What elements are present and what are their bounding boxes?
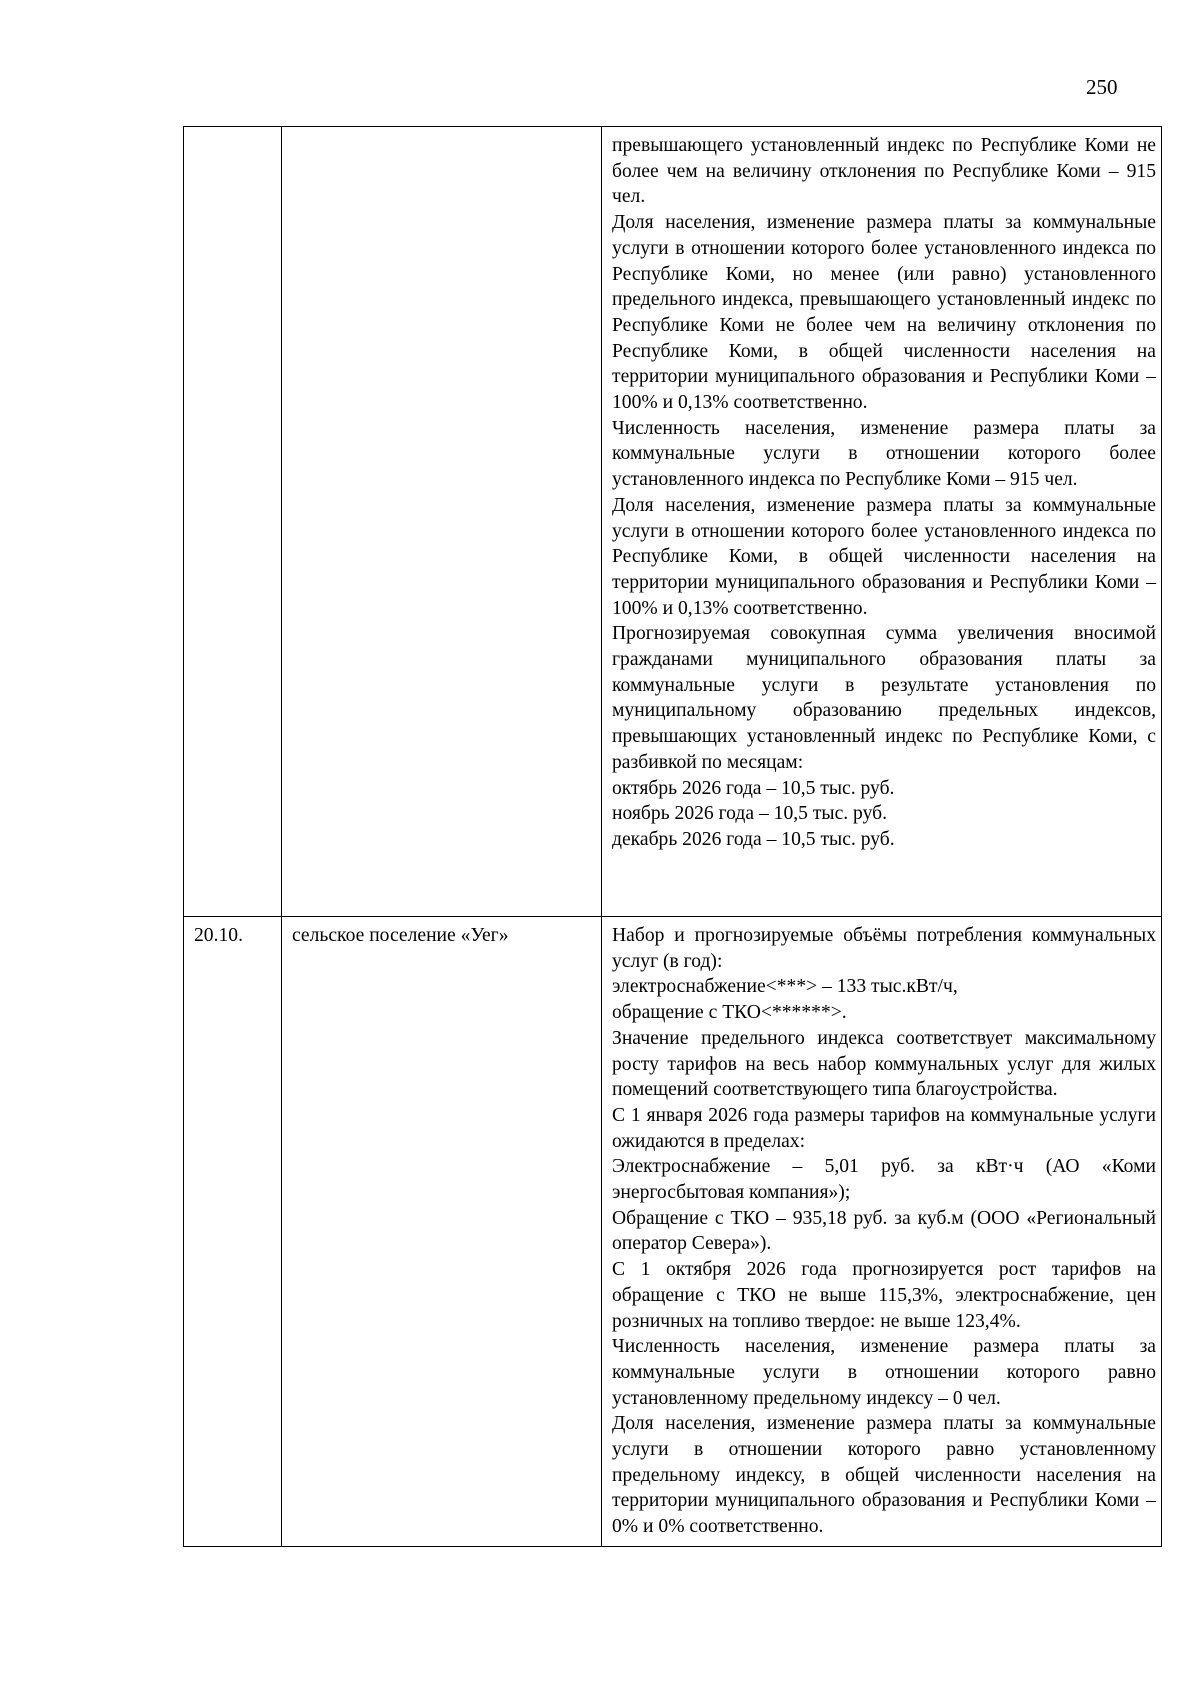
- description-paragraph: Набор и прогнозируемые объёмы потребления коммунальных услуг (в год):: [612, 925, 1156, 972]
- description-paragraph: ноябрь 2026 года – 10,5 тыс. руб.: [612, 803, 888, 825]
- row-description-cell: [602, 917, 1162, 1547]
- row-number: 20.10.: [194, 925, 243, 946]
- description-paragraph: Прогнозируемая совокупная сумма увеличения вносимой гражданами муниципального образования платы за коммунальные услуги в результате установления по муниципальному образованию предельных индексов, превышающих установленный индекс по Республике Коми, с разбивкой по месяцам:: [612, 623, 1156, 773]
- description-paragraph: Доля населения, изменение размера платы за коммунальные услуги в отношении которого равно установленному предельному индексу, в общей численности населения на территории муниципального образования и Республики Коми – 0% и 0% соответственно.: [612, 1413, 1156, 1538]
- description-paragraph: Электроснабжение – 5,01 руб. за кВт·ч (АО «Коми энергосбытовая компания»);: [612, 1156, 1156, 1204]
- row-name-cell: [282, 917, 602, 1547]
- row-description-cell: [602, 127, 1162, 917]
- row-number-cell: [184, 917, 282, 1547]
- description-paragraph: электроснабжение<***> – 133 тыс.кВт/ч,: [612, 976, 958, 998]
- description-paragraph: С 1 октября 2026 года прогнозируется рост тарифов на обращение с ТКО не выше 115,3%, электроснабжение, цен розничных на топливо твердое: не выше 123,4%.: [612, 1259, 1156, 1332]
- description-paragraph: октябрь 2026 года – 10,5 тыс. руб.: [612, 777, 895, 799]
- description-paragraph: Обращение с ТКО – 935,18 руб. за куб.м (ООО «Региональный оператор Севера»).: [612, 1207, 1156, 1255]
- description-paragraph: обращение с ТКО<******>.: [612, 1002, 847, 1024]
- description-paragraph: декабрь 2026 года – 10,5 тыс. руб.: [612, 828, 895, 850]
- row-number-cell: [184, 127, 282, 917]
- description-paragraph: С 1 января 2026 года размеры тарифов на коммунальные услуги ожидаются в пределах:: [612, 1104, 1156, 1152]
- description-paragraph: Доля населения, изменение размера платы за коммунальные услуги в отношении которого более установленного индекса по Республике Коми, но менее (или равно) установленного предельного индекса, превышающего установленный индекс по Республике Коми не более чем на величину отклонения по Республике Коми, в общей численности населения на территории муниципального образования и Республики Коми – 100% и 0,13% соответственно.: [612, 212, 1156, 414]
- description-paragraph: Численность населения, изменение размера платы за коммунальные услуги в отношении которого более установленного индекса по Республике Коми – 915 чел.: [612, 417, 1156, 491]
- description-paragraph: Доля населения, изменение размера платы за коммунальные услуги в отношении которого более установленного индекса по Республике Коми, в общей численности населения на территории муниципального образования и Республики Коми – 100% и 0,13% соответственно.: [612, 494, 1156, 619]
- description-paragraph: превышающего установленный индекс по Республике Коми не более чем на величину отклонения по Республике Коми – 915 чел.: [612, 135, 1156, 208]
- page-number: 250: [1086, 75, 1118, 99]
- description-paragraph: Численность населения, изменение размера платы за коммунальные услуги в отношении которого равно установленному предельному индексу – 0 чел.: [612, 1336, 1156, 1409]
- row-name-cell: [282, 127, 602, 917]
- table-row: [184, 127, 1162, 917]
- description-paragraph: Значение предельного индекса соответствует максимальному росту тарифов на весь набор коммунальных услуг для жилых помещений соответствующего типа благоустройства.: [612, 1027, 1156, 1101]
- tariff-table: [183, 126, 1162, 1547]
- municipality-name: сельское поселение «Уег»: [292, 925, 509, 946]
- table-row: [184, 917, 1162, 1547]
